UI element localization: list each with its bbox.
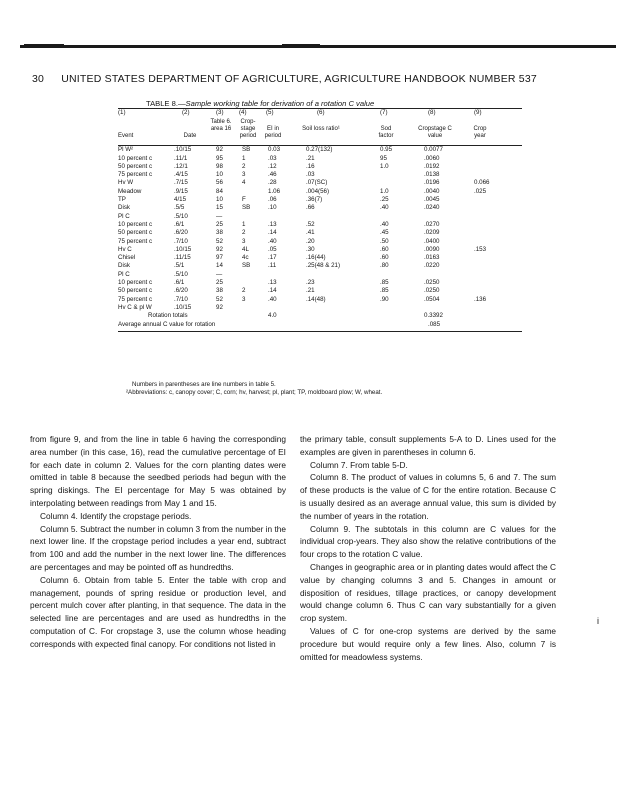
table-cell: .5/5 (174, 204, 185, 212)
table-row (118, 146, 522, 154)
col-number: (1) (118, 109, 126, 116)
table-cell: 38 (216, 229, 223, 237)
table-cell: 25 (216, 279, 223, 287)
table-cell: .60 (380, 245, 389, 253)
table-cell: TP (118, 196, 126, 204)
table-cell: .0045 (424, 196, 440, 204)
top-rule (20, 45, 616, 48)
table-cell: .30 (306, 245, 315, 253)
col-number: (2) (182, 109, 190, 116)
table-cell: .14 (268, 229, 277, 237)
table-cell: .23 (306, 279, 315, 287)
table-cell: 10 percent c (118, 220, 153, 228)
table-cell: .4/15 (174, 171, 188, 179)
table-cell: 92 (216, 245, 223, 253)
running-header (32, 73, 537, 85)
table-cell: .13 (268, 279, 277, 287)
table-cell: .0240 (424, 204, 440, 212)
table-row (118, 171, 522, 179)
table-cell: 2 (242, 287, 246, 295)
table-cell: .03 (268, 154, 277, 162)
table-cell: .28 (268, 179, 277, 187)
table-cell: .0060 (424, 154, 440, 162)
table-cell: 0.0077 (424, 146, 443, 154)
table-cell: Hv C (118, 245, 132, 253)
table-row (118, 204, 522, 212)
running-head-text: UNITED STATES DEPARTMENT OF AGRICULTURE, AGRICULTURE HANDBOOK NUMBER 537 (61, 73, 537, 85)
table-cell: 0.95 (380, 146, 393, 154)
table-cell: 97 (216, 254, 223, 262)
col-header-c-value: Cropstage C value (418, 126, 452, 140)
table-cell: .40 (380, 220, 389, 228)
table-row (118, 188, 522, 196)
table-cell: 4 (242, 179, 246, 187)
table-row (118, 262, 522, 270)
table-cell: .0163 (424, 254, 440, 262)
table-row (118, 238, 522, 246)
col-header-soil-loss: Soil loss ratio¹ (302, 126, 340, 133)
paragraph: Column 4. Identify the cropstage periods. (40, 510, 192, 521)
table-body (118, 146, 522, 312)
table-cell: 0.066 (474, 179, 490, 187)
table-cell: .25(48 & 21) (306, 262, 341, 270)
table-cell: .10/15 (174, 245, 192, 253)
table-cell: .52 (306, 220, 315, 228)
table-cell: 0.27(132) (306, 146, 333, 154)
table-cell: 10 (216, 171, 223, 179)
table-cell: Chisel (118, 254, 136, 262)
table-cell: — (216, 212, 223, 220)
table-cell: .07(SC) (306, 179, 328, 187)
left-text-column (30, 433, 286, 651)
table-cell: .21 (306, 287, 315, 295)
table-cell: .85 (380, 287, 389, 295)
table-cell: 4L (242, 245, 249, 253)
table-cell: 75 percent c (118, 237, 153, 245)
table-bottom-rule (118, 331, 522, 332)
table-cell: 1.0 (380, 187, 389, 195)
table-cell: SB (242, 204, 251, 212)
table-cell: 56 (216, 179, 223, 187)
paragraph: from figure 9, and from the line in table 6 having the corresponding area number (in this case, 16), read the cumulative percentage of EI for each date in column 2. Values for the corn planting dates were omitted in table 8 because the seedbed periods had begun with the spring diskings. The EI percentage for May 5 was obtained by interpolating between readings from May 1 and 15. (30, 434, 286, 508)
table-cell: .0250 (424, 279, 440, 287)
paragraph: Column 9. The subtotals in this column are C values for the individual crop-years. They also show the relative contributions of the four crops to the rotation C value. (300, 523, 556, 560)
working-table (118, 108, 522, 332)
table-cell: .0220 (424, 262, 440, 270)
totals-row (118, 312, 522, 320)
table-cell: .03 (306, 171, 315, 179)
table-cell: Pl C (118, 212, 130, 220)
table-cell: .10 (268, 204, 277, 212)
paragraph: Column 8. The product of values in columns 5, 6 and 7. The sum of these products is the value of C for the entire rotation. Because C is usually desired as an average annual value, this sum is divided by the number of years in the rotation. (300, 472, 556, 521)
col-header-ei: EI in period (264, 126, 282, 140)
table-cell: .36(7) (306, 196, 323, 204)
table-cell: .40 (268, 295, 277, 303)
table-cell: 10 percent c (118, 154, 153, 162)
paragraph: Column 6. Obtain from table 5. Enter the table with crop and management, pounds of spring residue or production level, and percent mulch cover after planting, in that sequence. The data in the selected line are percentages and are used as hundredths in the computation of C. For cropstage 3, use the column whose heading corresponds with expected final canopy. For conditions not listed in (30, 574, 286, 649)
table-row (118, 163, 522, 171)
table-cell: 38 (216, 287, 223, 295)
table-cell: 0.03 (268, 146, 281, 154)
col-number: (8) (428, 109, 436, 116)
table-cell: .21 (306, 154, 315, 162)
table-cell: .7/15 (174, 179, 188, 187)
table-cell: 75 percent c (118, 171, 153, 179)
table-cell: .41 (306, 229, 315, 237)
table-cell: .7/10 (174, 295, 188, 303)
table-cell: 3 (242, 295, 246, 303)
average-label: Average annual C value for rotation (118, 320, 216, 328)
table-cell: .6/20 (174, 287, 188, 295)
margin-mark: i (597, 616, 599, 626)
table-cell: .05 (268, 245, 277, 253)
table-cell: .50 (380, 237, 389, 245)
col-number: (9) (474, 109, 482, 116)
paragraph: Column 5. Subtract the number in column 3 from the number in the next lower line. If the cropstage period includes a year end, subtract from 100 and add the number in the next lower line. The differences are percentages and may be pointed off as hundredths. (30, 523, 286, 572)
table-cell: 50 percent c (118, 229, 153, 237)
table-cell: .40 (380, 204, 389, 212)
col-header-crop-year: Crop year (473, 126, 487, 140)
table-cell: .9/15 (174, 187, 188, 195)
table-cell: .16(44) (306, 254, 326, 262)
table-cell: 92 (216, 146, 223, 154)
col-header-cropstage: Crop-stage period (239, 119, 257, 140)
table-cell: — (216, 270, 223, 278)
table-cell: .16 (306, 162, 315, 170)
table-row (118, 279, 522, 287)
table-cell: Hv W (118, 179, 134, 187)
table-cell: 25 (216, 220, 223, 228)
col-header-event: Event (118, 133, 134, 140)
col-header-area: Table 6. area 16 (210, 119, 232, 133)
table-cell: .0400 (424, 237, 440, 245)
page-number: 30 (32, 73, 45, 85)
table-cell: 10 (216, 196, 223, 204)
paragraph: Changes in geographic area or in planting dates would affect the C value by changing columns 3 and 5. Changes in amount or disposition of residues, tillage practices, or canopy development would change column 6. Thus C can vary substantially for a given crop system. (300, 561, 556, 624)
table-caption: TABLE 8.—Sample working table for derivation of a rotation C value (146, 99, 375, 108)
table-cell: .10/15 (174, 303, 192, 311)
col-header-date: Date (183, 133, 197, 140)
table-cell: .0250 (424, 287, 440, 295)
table-row (118, 304, 522, 312)
col-header-sod: Sod factor (378, 126, 394, 140)
table-cell: Disk (118, 262, 131, 270)
paragraph: Values of C for one-crop systems are derived by the same procedure but would require only a few lines. Also, column 7 is omitted for meadowless systems. (300, 625, 556, 662)
table-cell: .12/1 (174, 162, 188, 170)
table-cell: .0270 (424, 220, 440, 228)
table-cell: SB (242, 146, 251, 154)
table-label: TABLE 8. (146, 99, 178, 108)
table-cell: .17 (268, 254, 277, 262)
table-cell: 52 (216, 295, 223, 303)
paragraph: Column 7. From table 5-D. (310, 459, 408, 470)
table-cell: .13 (268, 220, 277, 228)
table-cell: .60 (380, 254, 389, 262)
table-cell: .6/1 (174, 220, 185, 228)
table-cell: .5/10 (174, 270, 188, 278)
table-row (118, 213, 522, 221)
table-cell: 4c (242, 254, 249, 262)
average-row (118, 321, 522, 329)
table-cell: 15 (216, 204, 223, 212)
table-row (118, 287, 522, 295)
table-cell: 4/15 (174, 196, 187, 204)
table-cell: .40 (268, 237, 277, 245)
table-cell: .7/10 (174, 237, 188, 245)
table-cell: 3 (242, 171, 246, 179)
table-row (118, 179, 522, 187)
table-row (118, 254, 522, 262)
col-number: (6) (317, 109, 325, 116)
table-cell: .5/1 (174, 262, 185, 270)
table-cell: .0040 (424, 187, 440, 195)
table-cell: 1.06 (268, 187, 281, 195)
table-note: Numbers in parentheses are line numbers in table 5. (132, 381, 276, 388)
table-cell: 52 (216, 237, 223, 245)
table-cell: 1 (242, 154, 246, 162)
table-cell: .0196 (424, 179, 440, 187)
table-cell: .12 (268, 162, 277, 170)
table-cell: Pl W² (118, 146, 134, 154)
table-cell: .136 (474, 295, 487, 303)
col-number: (5) (266, 109, 274, 116)
table-cell: Pl C (118, 270, 130, 278)
table-cell: 98 (216, 162, 223, 170)
table-cell: 14 (216, 262, 223, 270)
table-cell: .0192 (424, 162, 440, 170)
table-cell: Meadow (118, 187, 142, 195)
table-cell: .90 (380, 295, 389, 303)
table-cell: 75 percent c (118, 295, 153, 303)
table-cell: Hv C & pl W (118, 303, 152, 311)
table-cell: .11/1 (174, 154, 188, 162)
table-cell: SB (242, 262, 251, 270)
table-cell: .004(56) (306, 187, 330, 195)
table-cell: .14 (268, 287, 277, 295)
column-number-row (118, 109, 522, 117)
totals-ei: 4.0 (268, 312, 277, 320)
table-cell: .6/20 (174, 229, 188, 237)
table-cell: .20 (306, 237, 315, 245)
table-cell: .45 (380, 229, 389, 237)
table-cell: 92 (216, 303, 223, 311)
table-cell: 2 (242, 162, 246, 170)
table-cell: 50 percent c (118, 162, 153, 170)
table-cell: .66 (306, 204, 315, 212)
table-cell: .153 (474, 245, 487, 253)
col-number: (4) (239, 109, 247, 116)
table-cell: Disk (118, 204, 131, 212)
table-row (118, 229, 522, 237)
table-cell: .0090 (424, 245, 440, 253)
table-row (118, 296, 522, 304)
average-value: .085 (428, 320, 441, 328)
right-text-column (300, 433, 556, 663)
table-cell: 3 (242, 237, 246, 245)
col-number: (7) (380, 109, 388, 116)
table-notes (126, 381, 526, 398)
table-row (118, 271, 522, 279)
table-cell: .46 (268, 171, 277, 179)
table-cell: 95 (216, 154, 223, 162)
table-cell: .0209 (424, 229, 440, 237)
col-number: (3) (216, 109, 224, 116)
table-cell: 84 (216, 187, 223, 195)
table-cell: .10/15 (174, 146, 192, 154)
table-title: Sample working table for derivation of a rotation C value (185, 99, 375, 108)
table-cell: 2 (242, 229, 246, 237)
table-cell: .25 (380, 196, 389, 204)
table-cell: .0504 (424, 295, 440, 303)
table-cell: .025 (474, 187, 487, 195)
table-row (118, 246, 522, 254)
table-cell: 95 (380, 154, 387, 162)
table-cell: .5/10 (174, 212, 188, 220)
table-row (118, 196, 522, 204)
table-row (118, 221, 522, 229)
table-cell: .85 (380, 279, 389, 287)
table-cell: .0138 (424, 171, 440, 179)
table-cell: .6/1 (174, 279, 185, 287)
table-cell: 10 percent c (118, 279, 153, 287)
table-cell: F (242, 196, 246, 204)
table-cell: .06 (268, 196, 277, 204)
paragraph: the primary table, consult supplements 5-A to D. Lines used for the examples are given in parentheses in column 6. (300, 434, 556, 457)
table-cell: 50 percent c (118, 287, 153, 295)
table-cell: .14(48) (306, 295, 326, 303)
table-cell: 1 (242, 220, 246, 228)
table-header-row (118, 117, 522, 145)
table-cell: 1.0 (380, 162, 389, 170)
totals-label: Rotation totals (148, 312, 188, 320)
totals-c: 0.3392 (424, 312, 443, 320)
table-cell: .11 (268, 262, 277, 270)
table-cell: .80 (380, 262, 389, 270)
table-row (118, 155, 522, 163)
table-cell: .11/15 (174, 254, 191, 262)
table-note: ²Abbreviations: c, canopy cover; C, corn; hv, harvest; pl, plant; TP, moldboard plow; W, wheat. (126, 389, 383, 397)
